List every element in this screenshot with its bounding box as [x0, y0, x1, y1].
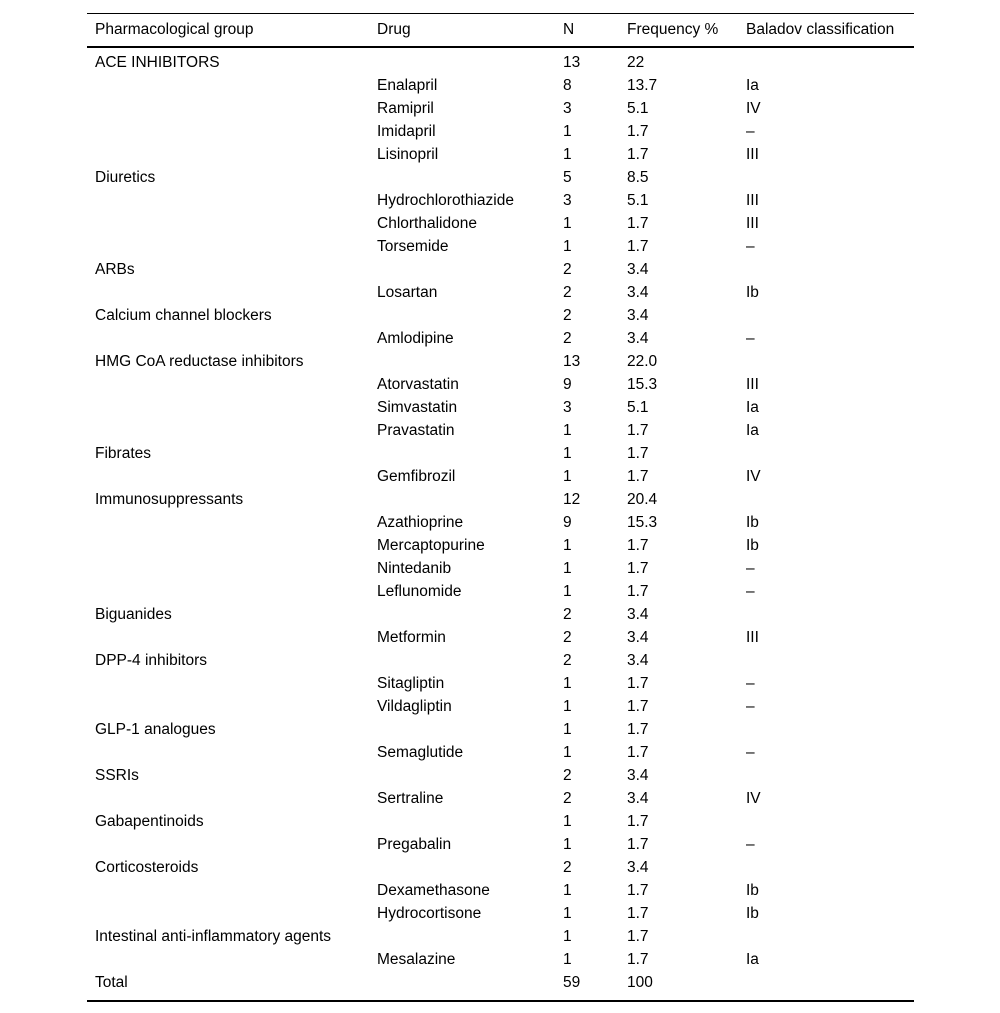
cell-drug: [377, 47, 563, 74]
cell-frequency: 1.7: [627, 675, 649, 692]
table-row: [87, 97, 914, 120]
cell-pharmacological-group: [87, 212, 377, 235]
cell-baladov-classification: [746, 603, 914, 626]
cell-frequency: 3.4: [627, 284, 649, 301]
cell-frequency: 1.7: [627, 744, 649, 761]
cell-pharmacological-group: [87, 120, 377, 143]
cell-pharmacological-group: Immunosuppressants: [95, 491, 244, 508]
cell-n: 1: [563, 951, 572, 968]
cell-drug: Lisinopril: [377, 146, 439, 163]
cell-n: 2: [563, 261, 572, 278]
table-row: [87, 810, 914, 833]
table-row: [87, 143, 914, 166]
cell-frequency: 1.7: [627, 422, 649, 439]
table-row: [87, 74, 914, 97]
cell-n: 1: [563, 422, 572, 439]
cell-baladov-classification: –: [746, 836, 755, 853]
cell-baladov-classification: Ib: [746, 905, 759, 922]
cell-drug: Sertraline: [377, 790, 444, 807]
cell-pharmacological-group: [87, 97, 377, 120]
cell-baladov-classification: [746, 971, 914, 1001]
cell-frequency: 5.1: [627, 100, 649, 117]
cell-pharmacological-group: Diuretics: [95, 169, 156, 186]
cell-frequency: 1.7: [627, 905, 649, 922]
cell-pharmacological-group: Biguanides: [95, 606, 172, 623]
cell-n: 1: [563, 744, 572, 761]
table-row: [87, 626, 914, 649]
cell-pharmacological-group: [87, 557, 377, 580]
table-row: [87, 557, 914, 580]
table-row: [87, 902, 914, 925]
table-row: [87, 971, 914, 1001]
table-row: [87, 672, 914, 695]
cell-frequency: 1.7: [627, 537, 649, 554]
cell-pharmacological-group: [87, 281, 377, 304]
cell-drug: [377, 764, 563, 787]
cell-n: 2: [563, 767, 572, 784]
cell-drug: Hydrocortisone: [377, 905, 482, 922]
cell-frequency: 3.4: [627, 330, 649, 347]
cell-baladov-classification: –: [746, 560, 755, 577]
cell-n: 1: [563, 836, 572, 853]
table-row: [87, 373, 914, 396]
cell-n: 2: [563, 790, 572, 807]
cell-n: 2: [563, 652, 572, 669]
cell-pharmacological-group: [87, 534, 377, 557]
table-row: [87, 511, 914, 534]
cell-drug: Amlodipine: [377, 330, 454, 347]
cell-n: 5: [563, 169, 572, 186]
cell-baladov-classification: Ib: [746, 284, 759, 301]
cell-baladov-classification: [746, 925, 914, 948]
cell-baladov-classification: IV: [746, 468, 761, 485]
cell-drug: Semaglutide: [377, 744, 464, 761]
cell-n: 13: [563, 54, 581, 71]
cell-frequency: 13.7: [627, 77, 658, 94]
cell-baladov-classification: –: [746, 123, 755, 140]
table-row: [87, 258, 914, 281]
cell-frequency: 15.3: [627, 514, 658, 531]
table-row: [87, 488, 914, 511]
cell-pharmacological-group: GLP-1 analogues: [95, 721, 216, 738]
cell-frequency: 15.3: [627, 376, 658, 393]
cell-frequency: 1.7: [627, 215, 649, 232]
cell-n: 3: [563, 192, 572, 209]
cell-frequency: 8.5: [627, 169, 649, 186]
cell-n: 2: [563, 330, 572, 347]
cell-drug: Leflunomide: [377, 583, 462, 600]
table-row: [87, 718, 914, 741]
cell-frequency: 1.7: [627, 468, 649, 485]
cell-pharmacological-group: [87, 948, 377, 971]
cell-baladov-classification: [746, 166, 914, 189]
cell-pharmacological-group: [87, 143, 377, 166]
table-body: [87, 47, 914, 1001]
cell-n: 2: [563, 307, 572, 324]
cell-baladov-classification: III: [746, 376, 759, 393]
col-header-n: N: [563, 14, 627, 48]
cell-drug: [377, 166, 563, 189]
cell-drug: [377, 350, 563, 373]
cell-drug: Enalapril: [377, 77, 438, 94]
cell-drug: [377, 603, 563, 626]
cell-baladov-classification: –: [746, 330, 755, 347]
cell-baladov-classification: –: [746, 238, 755, 255]
cell-n: 59: [563, 974, 581, 991]
cell-pharmacological-group: Gabapentinoids: [95, 813, 204, 830]
cell-baladov-classification: –: [746, 583, 755, 600]
col-header-baladov-classification: Baladov classification: [746, 14, 914, 48]
cell-pharmacological-group: [87, 626, 377, 649]
table-row: [87, 603, 914, 626]
cell-n: 3: [563, 399, 572, 416]
table-row: [87, 327, 914, 350]
cell-frequency: 1.7: [627, 560, 649, 577]
cell-baladov-classification: –: [746, 675, 755, 692]
cell-frequency: 1.7: [627, 721, 649, 738]
cell-pharmacological-group: ARBs: [95, 261, 135, 278]
table-row: [87, 764, 914, 787]
table-row: [87, 304, 914, 327]
cell-drug: Pravastatin: [377, 422, 455, 439]
cell-n: 2: [563, 859, 572, 876]
cell-frequency: 100: [627, 974, 653, 991]
cell-pharmacological-group: [87, 833, 377, 856]
cell-frequency: 3.4: [627, 307, 649, 324]
cell-baladov-classification: Ib: [746, 882, 759, 899]
cell-frequency: 20.4: [627, 491, 658, 508]
cell-frequency: 1.7: [627, 951, 649, 968]
cell-drug: Imidapril: [377, 123, 436, 140]
cell-frequency: 1.7: [627, 928, 649, 945]
cell-frequency: 3.4: [627, 767, 649, 784]
cell-drug: Losartan: [377, 284, 438, 301]
table-row: [87, 281, 914, 304]
cell-baladov-classification: Ia: [746, 422, 759, 439]
table-row: [87, 856, 914, 879]
cell-n: 1: [563, 468, 572, 485]
cell-drug: Nintedanib: [377, 560, 452, 577]
cell-drug: Azathioprine: [377, 514, 464, 531]
drug-frequency-table: [87, 13, 914, 1002]
cell-pharmacological-group: Calcium channel blockers: [95, 307, 272, 324]
cell-n: 1: [563, 123, 572, 140]
table-row: [87, 47, 914, 74]
cell-pharmacological-group: Total: [95, 974, 128, 991]
table-row: [87, 741, 914, 764]
cell-baladov-classification: III: [746, 146, 759, 163]
cell-baladov-classification: [746, 649, 914, 672]
col-header-drug: Drug: [377, 14, 563, 48]
cell-baladov-classification: IV: [746, 100, 761, 117]
cell-baladov-classification: [746, 856, 914, 879]
cell-n: 1: [563, 698, 572, 715]
cell-n: 13: [563, 353, 581, 370]
cell-pharmacological-group: [87, 695, 377, 718]
cell-frequency: 5.1: [627, 192, 649, 209]
cell-drug: Chlorthalidone: [377, 215, 477, 232]
cell-drug: Pregabalin: [377, 836, 452, 853]
cell-n: 1: [563, 238, 572, 255]
cell-baladov-classification: [746, 488, 914, 511]
cell-drug: [377, 442, 563, 465]
table-row: [87, 189, 914, 212]
cell-n: 2: [563, 629, 572, 646]
cell-n: 9: [563, 376, 572, 393]
cell-drug: Ramipril: [377, 100, 434, 117]
table-row: [87, 166, 914, 189]
cell-drug: [377, 304, 563, 327]
table-row: [87, 695, 914, 718]
cell-n: 1: [563, 882, 572, 899]
cell-drug: Mesalazine: [377, 951, 456, 968]
cell-drug: Vildagliptin: [377, 698, 452, 715]
cell-frequency: 3.4: [627, 606, 649, 623]
table-row: [87, 948, 914, 971]
cell-frequency: 1.7: [627, 813, 649, 830]
table-row: [87, 419, 914, 442]
cell-pharmacological-group: [87, 74, 377, 97]
cell-drug: [377, 258, 563, 281]
cell-n: 1: [563, 215, 572, 232]
cell-baladov-classification: [746, 810, 914, 833]
cell-baladov-classification: [746, 304, 914, 327]
cell-n: 1: [563, 813, 572, 830]
cell-frequency: 3.4: [627, 859, 649, 876]
cell-frequency: 1.7: [627, 123, 649, 140]
cell-n: 1: [563, 675, 572, 692]
cell-pharmacological-group: HMG CoA reductase inhibitors: [95, 353, 304, 370]
cell-drug: [377, 810, 563, 833]
cell-pharmacological-group: [87, 465, 377, 488]
cell-pharmacological-group: [87, 235, 377, 258]
cell-n: 3: [563, 100, 572, 117]
cell-baladov-classification: IV: [746, 790, 761, 807]
cell-baladov-classification: [746, 718, 914, 741]
cell-n: 1: [563, 583, 572, 600]
cell-n: 1: [563, 905, 572, 922]
table-row: [87, 235, 914, 258]
cell-frequency: 1.7: [627, 882, 649, 899]
cell-drug: Dexamethasone: [377, 882, 490, 899]
cell-n: 1: [563, 928, 572, 945]
header-row: [87, 14, 914, 48]
cell-pharmacological-group: [87, 373, 377, 396]
cell-drug: [377, 971, 563, 1001]
cell-n: 1: [563, 537, 572, 554]
cell-frequency: 1.7: [627, 146, 649, 163]
cell-baladov-classification: [746, 47, 914, 74]
cell-pharmacological-group: [87, 327, 377, 350]
cell-drug: [377, 488, 563, 511]
table-row: [87, 534, 914, 557]
cell-pharmacological-group: [87, 672, 377, 695]
cell-frequency: 1.7: [627, 698, 649, 715]
cell-n: 1: [563, 146, 572, 163]
cell-baladov-classification: Ia: [746, 77, 759, 94]
cell-pharmacological-group: [87, 189, 377, 212]
table-row: [87, 879, 914, 902]
cell-drug: Metformin: [377, 629, 446, 646]
cell-drug: [377, 925, 563, 948]
drug-frequency-table-container: [87, 13, 914, 1002]
cell-pharmacological-group: [87, 741, 377, 764]
cell-drug: Hydrochlorothiazide: [377, 192, 514, 209]
cell-pharmacological-group: [87, 511, 377, 534]
cell-baladov-classification: [746, 258, 914, 281]
cell-baladov-classification: [746, 764, 914, 787]
cell-n: 9: [563, 514, 572, 531]
cell-drug: Mercaptopurine: [377, 537, 485, 554]
cell-baladov-classification: III: [746, 629, 759, 646]
cell-drug: Torsemide: [377, 238, 449, 255]
cell-pharmacological-group: SSRIs: [95, 767, 139, 784]
cell-drug: Atorvastatin: [377, 376, 459, 393]
cell-frequency: 22.0: [627, 353, 658, 370]
cell-pharmacological-group: [87, 787, 377, 810]
cell-baladov-classification: Ia: [746, 399, 759, 416]
cell-frequency: 1.7: [627, 583, 649, 600]
cell-pharmacological-group: [87, 902, 377, 925]
cell-pharmacological-group: ACE INHIBITORS: [95, 54, 220, 71]
cell-n: 8: [563, 77, 572, 94]
cell-frequency: 22: [627, 54, 645, 71]
cell-baladov-classification: [746, 442, 914, 465]
cell-n: 1: [563, 721, 572, 738]
table-row: [87, 465, 914, 488]
col-header-frequency: Frequency %: [627, 14, 746, 48]
cell-drug: [377, 649, 563, 672]
table-row: [87, 396, 914, 419]
cell-n: 2: [563, 606, 572, 623]
table-row: [87, 120, 914, 143]
cell-n: 12: [563, 491, 581, 508]
cell-baladov-classification: Ib: [746, 514, 759, 531]
col-header-pharmacological-group: Pharmacological group: [87, 14, 377, 48]
cell-baladov-classification: –: [746, 744, 755, 761]
cell-pharmacological-group: Intestinal anti-inflammatory agents: [95, 928, 332, 945]
cell-frequency: 1.7: [627, 445, 649, 462]
cell-pharmacological-group: [87, 396, 377, 419]
cell-drug: Sitagliptin: [377, 675, 445, 692]
table-row: [87, 350, 914, 373]
cell-pharmacological-group: Corticosteroids: [95, 859, 199, 876]
cell-n: 1: [563, 445, 572, 462]
cell-drug: Simvastatin: [377, 399, 458, 416]
cell-baladov-classification: Ia: [746, 951, 759, 968]
cell-n: 2: [563, 284, 572, 301]
table-row: [87, 925, 914, 948]
table-row: [87, 442, 914, 465]
cell-pharmacological-group: DPP-4 inhibitors: [95, 652, 207, 669]
table-row: [87, 787, 914, 810]
cell-frequency: 3.4: [627, 629, 649, 646]
cell-drug: [377, 856, 563, 879]
cell-frequency: 3.4: [627, 652, 649, 669]
cell-frequency: 5.1: [627, 399, 649, 416]
table-row: [87, 649, 914, 672]
cell-baladov-classification: III: [746, 192, 759, 209]
table-row: [87, 833, 914, 856]
cell-frequency: 1.7: [627, 238, 649, 255]
cell-frequency: 3.4: [627, 790, 649, 807]
cell-drug: Gemfibrozil: [377, 468, 456, 485]
cell-baladov-classification: III: [746, 215, 759, 232]
cell-baladov-classification: [746, 350, 914, 373]
cell-pharmacological-group: [87, 419, 377, 442]
cell-drug: [377, 718, 563, 741]
table-row: [87, 580, 914, 603]
cell-frequency: 3.4: [627, 261, 649, 278]
cell-frequency: 1.7: [627, 836, 649, 853]
cell-pharmacological-group: [87, 580, 377, 603]
cell-baladov-classification: –: [746, 698, 755, 715]
cell-pharmacological-group: [87, 879, 377, 902]
table-row: [87, 212, 914, 235]
cell-pharmacological-group: Fibrates: [95, 445, 151, 462]
cell-baladov-classification: Ib: [746, 537, 759, 554]
cell-n: 1: [563, 560, 572, 577]
